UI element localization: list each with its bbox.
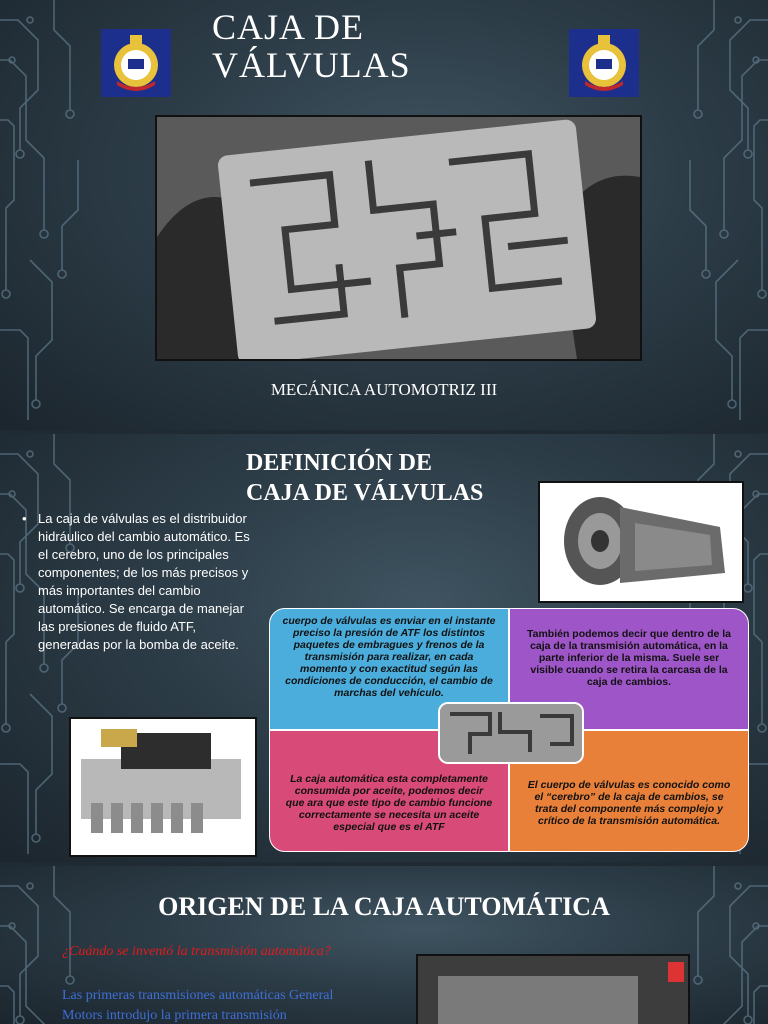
matrix-quadrant-3: La caja automática esta completamente consumida por aceite, podemos decir que ara que este tipo de cambio funcione correctamente se necesita un aceite especial que es el ATF <box>269 730 509 852</box>
matrix-quadrant-4: El cuerpo de válvulas es conocido como el “cerebro” de la caja de cambios, se trata del componente más complejo y crítico de la transmisión automática. <box>509 730 749 852</box>
crest-logo-right <box>569 29 639 97</box>
gearbox-photo <box>416 954 690 1024</box>
origin-question: ¿Cuándo se inventó la transmisión automática? <box>62 944 331 959</box>
slide-title <box>0 0 768 430</box>
origin-title: ORIGEN DE LA CAJA AUTOMÁTICA <box>158 892 610 921</box>
crest-logo-left <box>101 29 171 97</box>
title-line-1: CAJA DE <box>212 7 365 47</box>
definition-title-line-1: DEFINICIÓN DE <box>246 450 433 476</box>
slide-definition <box>0 434 768 862</box>
definition-title <box>246 448 483 508</box>
subtitle: MECÁNICA AUTOMOTRIZ III <box>270 380 498 399</box>
definition-bullet: • La caja de válvulas es el distribuidor hidráulico del cambio automático. Es el cerebro, uno de los principales componentes; de los más precisos y más importantes del cambio automático. Se encarga de manejar las presiones de fluido ATF, generadas por la bomba de aceite. <box>22 510 258 654</box>
slide-origin <box>0 866 768 1024</box>
matrix-center-photo <box>438 702 584 764</box>
valve-body-photo <box>155 115 642 361</box>
valve-module-photo <box>69 717 257 857</box>
definition-matrix <box>269 608 749 852</box>
transmission-photo <box>538 481 744 603</box>
matrix-quadrant-1: cuerpo de válvulas es enviar en el instante preciso la presión de ATF los distintos paquetes de embragues y frenos de la transmisión para realizar, en cada momento y con exactitud según las condiciones de conducción, el cambio de marchas del vehículo. <box>269 608 509 730</box>
title-line-2: VÁLVULAS <box>212 45 411 85</box>
slide-title-heading <box>212 8 411 84</box>
definition-title-line-2: CAJA DE VÁLVULAS <box>246 480 484 506</box>
matrix-quadrant-2: También podemos decir que dentro de la caja de la transmisión automática, en la parte inferior de la misma. Suele ser visible cuando se retira la carcasa de la caja de cambios. <box>509 608 749 730</box>
origin-body: Las primeras transmisiones automáticas General Motors introdujo la primera transmisión <box>62 988 334 1023</box>
